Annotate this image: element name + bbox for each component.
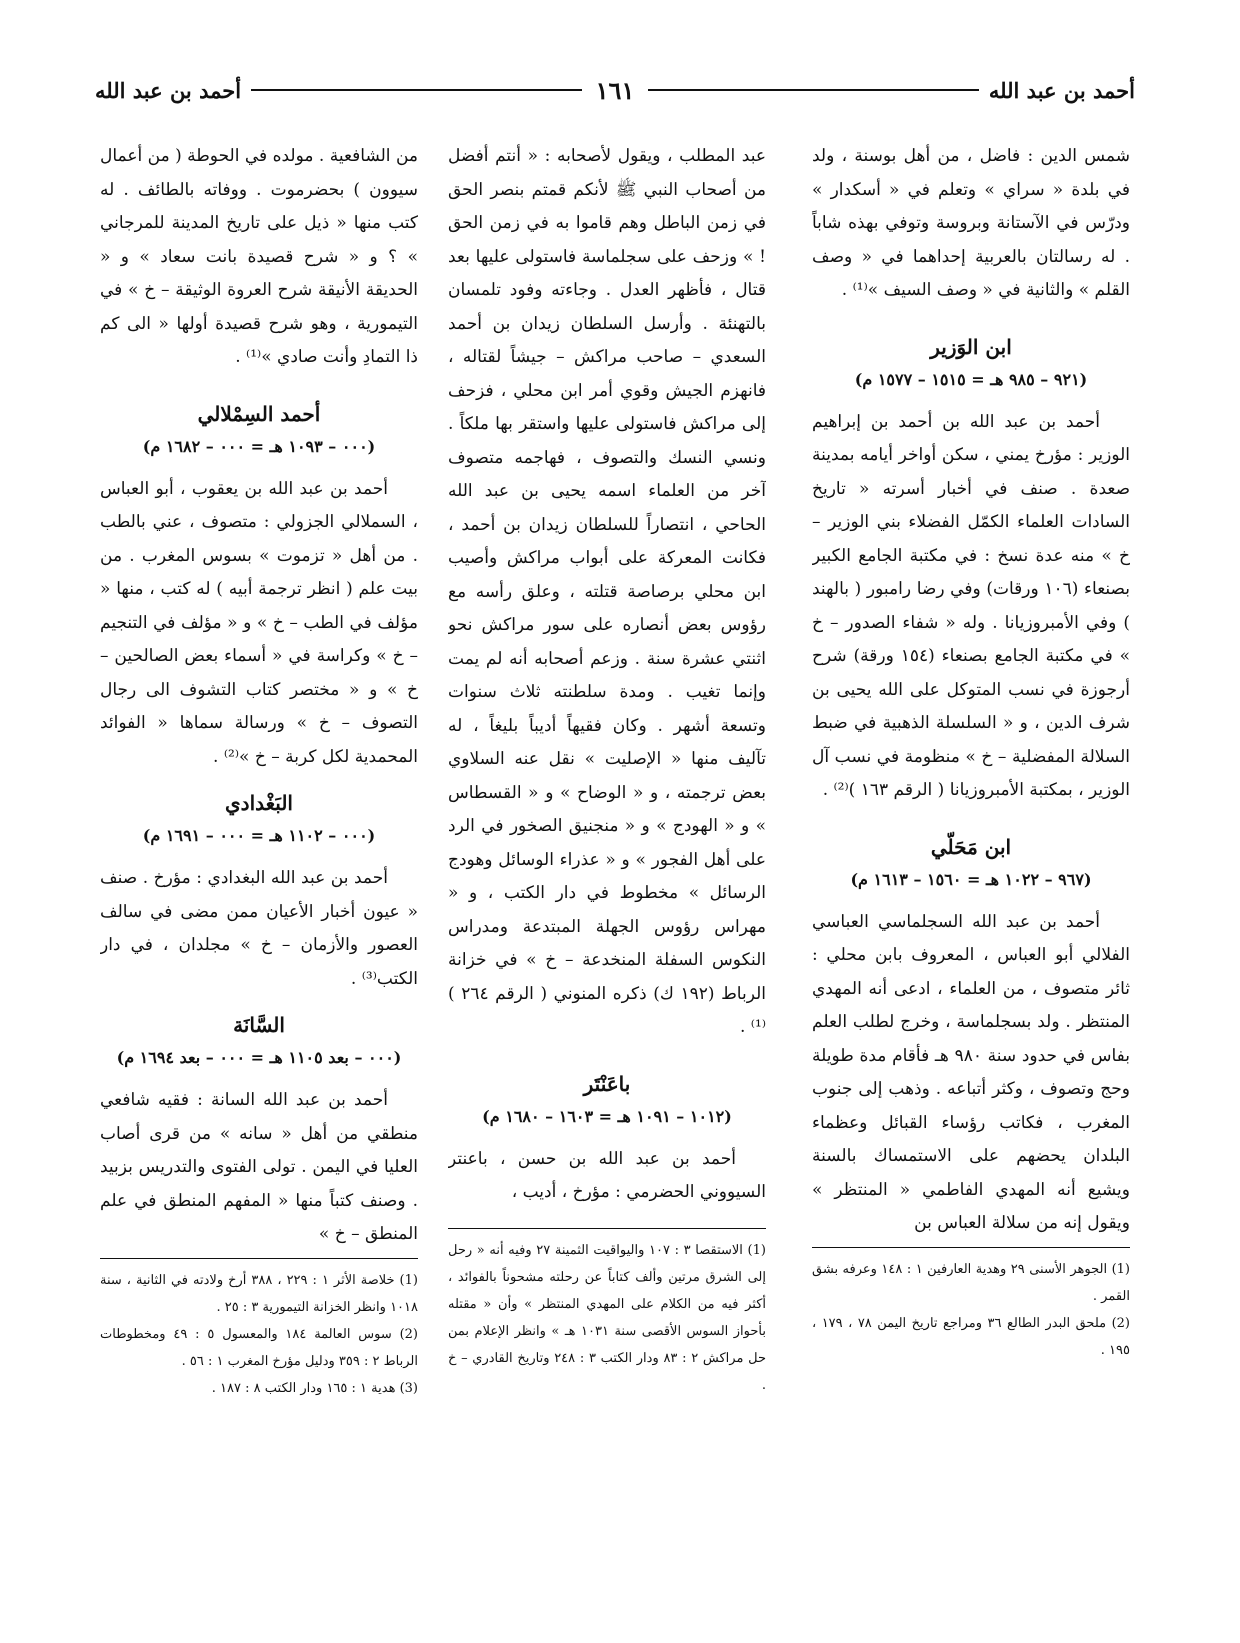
entry-title: السَّانَة (233, 1013, 285, 1037)
footnote: (1) الاستقصا ٣ : ١٠٧ واليواقيت الثمينة ٢٧ وفيه أنه « رحل إلى الشرق مرتين وألف كتاباً عن رحلته مشحوناً بالفوائد ، أكثر فيه من الكلام على المهدي المنتظر » وأن « مقتله بأحواز السوس الأقصى سنة ١٠٣١ هـ » وانظر الإعلام بمن حل مراكش ٢ : ٨٣ ودار الكتب ٣ : ٢٤٨ وتاريخ القادري – خ . (448, 1242, 766, 1393)
entry-text: أحمد بن عبد الله السجلماسي العباسي الفلالي أبو العباس ، المعروف بابن محلي : ثائر متصوف ، من العلماء ، ادعى أنه المهدي المنتظر . ولد بسجلماسة ، وخرج لطلب العلم بفاس في حدود سنة ٩٨٠ هـ فأقام مدة طويلة وحج وتصوف ، وكثر أتباعه . وذهب إلى جنوب المغرب ، فكاتب رؤساء القبائل وعظماء البلدان يحضهم على الاستمساك بالسنة ويشيع أنه المهدي الفاطمي « المنتظر » ويقول إنه من سلالة العباس بن (812, 911, 1130, 1233)
entry-title: البَغْدادي (225, 791, 293, 815)
continued-entry-text: شمس الدين : فاضل ، من أهل بوسنة ، ولد في بلدة « سراي » وتعلم في « أسكدار » ودرّس في الآستانة وبروسة وتوفي بهذه شاباً . له رسالتان بالعربية إحداهما في « وصف القلم » والثانية في « وصف السيف »⁽¹⁾ . (812, 146, 1130, 300)
page-number: ١٦١ (595, 75, 635, 105)
column-middle (448, 140, 766, 1635)
entry-dates: (٩٢١ – ٩٨٥ هـ = ١٥١٥ – ١٥٧٧ م) (854, 369, 1088, 389)
footnote-rule (100, 1258, 418, 1259)
footnote: (3) هدية ١ : ١٦٥ ودار الكتب ٨ : ١٨٧ . (211, 1380, 418, 1396)
footnote-rule (812, 1247, 1130, 1248)
entry-title: أحمد السِمْلالي (197, 401, 321, 426)
continued-entry-text: عبد المطلب ، ويقول لأصحابه : « أنتم أفضل من أصحاب النبي ﷺ لأنكم قمتم بنصر الحق في زمن الباطل وهم قاموا به في زمن الحق ! » وزحف على سجلماسة فاستولى عليها بعد قتال ، فأظهر العدل . وجاءته وفود تلمسان بالتهنئة . وأرسل السلطان زيدان بن أحمد السعدي – صاحب مراكش – جيشاً لقتاله ، فانهزم الجيش وقوي أمر ابن محلي ، فزحف إلى مراكش فاستولى عليها واستقر بها ملكاً . ونسي النسك والتصوف ، فهاجمه متصوف آخر من العلماء اسمه يحيى بن عبد الله الحاحي ، انتصاراً للسلطان زيدان بن أحمد ، فكانت المعركة على أبواب مراكش وأصيب ابن محلي برصاصة قتلته ، وعلق رأسه مع رؤوس بعض أنصاره على سور مراكش نحو اثنتي عشرة سنة . وزعم أصحابه أنه لم يمت وإنما تغيب . ومدة سلطنته ثلاث سنوات وتسعة أشهر . وكان فقيهاً أديباً بليغاً ، له تآليف منها « الإصليت » نقل عنه السلاوي بعض ترجمته ، و « الوضاح » و « القسطاس » و « الهودج » و « منجنيق الصخور في الرد على أهل الفجور » و « عذراء الوسائل وهودج الرسائل » مخطوط في دار الكتب ، و « مهراس رؤوس الجهلة المبتدعة ومدراس النكوس السفلة المنخدعة – خ » في خزانة الرباط (١٩٢ ك) ذكره المنوني ( الرقم ٢٦٤ )⁽¹⁾ . (448, 146, 766, 1037)
column-left (100, 140, 418, 1635)
footnote-rule (448, 1228, 766, 1229)
header-rule-right (648, 89, 979, 91)
footnote: (1) خلاصة الأثر ١ : ٢٢٩ ، ٣٨٨ أرخ ولادته في الثانية ، سنة ١٠١٨ وانظر الخزانة التيمورية ٣ : ٢٥ . (100, 1272, 418, 1315)
header-rule-left (251, 89, 582, 91)
entry-title: ابن الوَزير (930, 334, 1012, 359)
entry-text: أحمد بن عبد الله بن أحمد بن إبراهيم الوزير : مؤرخ يمني ، سكن أواخر أيامه بمدينة صعدة . صنف في أخبار أسرته « تاريخ السادات العلماء الكمّل الفضلاء بني الوزير – خ » منه عدة نسخ : في مكتبة الجامع الكبير بصنعاء (١٠٦ ورقات) وفي رضا رامبور ( بالهند ) وفي الأمبروزيانا . وله « شفاء الصدور – خ » في مكتبة الجامع بصنعاء (١٥٤ ورقة) شرح أرجوزة في نسب المتوكل على الله يحيى بن شرف الدين ، و « السلسلة الذهبية في ضبط السلالة المفضلية – خ » منظومة في نسب آل الوزير ، بمكتبة الأمبروزيانا ( الرقم ١٦٣ )⁽²⁾ . (812, 411, 1130, 800)
running-header (95, 70, 1135, 110)
footnote: (1) الجوهر الأسنى ٢٩ وهدية العارفين ١ : ١٤٨ وعرفه بشق القمر . (812, 1261, 1130, 1304)
entry-text: أحمد بن عبد الله السانة : فقيه شافعي منطقي من أهل « سانه » من قرى أصاب العليا في اليمن . تولى الفتوى والتدريس بزبيد . وصنف كتباً منها « المفهم المنطق في علم المنطق – خ » (100, 1090, 418, 1244)
entry-text: أحمد بن عبد الله بن حسن ، باعنتر السيووني الحضرمي : مؤرخ ، أديب ، (448, 1148, 766, 1202)
entry-title: ابن مَحَلّي (930, 834, 1012, 859)
column-right (812, 140, 1130, 1635)
footnote: (2) ملحق البدر الطالع ٣٦ ومراجع تاريخ اليمن ٧٨ ، ١٧٩ ، ١٩٥ . (812, 1315, 1130, 1358)
entry-dates: (٠٠٠ – ١٠٩٣ هـ = ٠٠٠ – ١٦٨٢ م) (142, 436, 376, 456)
header-left-name: أحمد بن عبد الله (94, 77, 242, 103)
entry-text: أحمد بن عبد الله البغدادي : مؤرخ . صنف « عيون أخبار الأعيان ممن مضى في سالف العصور والأزمان – خ » مجلدان ، في دار الكتب⁽³⁾ . (100, 868, 418, 989)
entry-title: باعَنْتَر (583, 1071, 631, 1096)
header-right-name: أحمد بن عبد الله (988, 77, 1135, 103)
entry-dates: (٠٠٠ – ١١٠٢ هـ = ٠٠٠ – ١٦٩١ م) (142, 826, 376, 845)
entry-dates: (٩٦٧ – ١٠٢٢ هـ = ١٥٦٠ – ١٦١٣ م) (850, 869, 1092, 889)
footnote: (2) سوس العالمة ١٨٤ والمعسول ٥ : ٤٩ ومخطوطات الرباط ٢ : ٣٥٩ ودليل مؤرخ المغرب ١ : ٥٦ . (100, 1326, 418, 1369)
entry-text: أحمد بن عبد الله بن يعقوب ، أبو العباس ، السملالي الجزولي : متصوف ، عني بالطب . من أهل « تزموت » بسوس المغرب . من بيت علم ( انظر ترجمة أبيه ) له كتب ، منها « مؤلف في الطب – خ » و « مؤلف في التنجيم – خ » وكراسة في « أسماء بعض الصالحين – خ » و « مختصر كتاب التشوف الى رجال التصوف – خ » ورسالة سماها « الفوائد المحمدية لكل كربة – خ »⁽²⁾ . (100, 478, 418, 767)
continued-entry-text: من الشافعية . مولده في الحوطة ( من أعمال سيوون ) بحضرموت . ووفاته بالطائف . له كتب منها « ذيل على تاريخ المدينة للمرجاني » ؟ و « شرح قصيدة بانت سعاد » و « الحديقة الأنيقة شرح العروة الوثيقة – خ » في التيمورية ، وهو شرح قصيدة أولها « الى كم ذا التمادِ وأنت صادي »⁽¹⁾ . (100, 146, 418, 367)
entry-dates: (١٠١٢ – ١٠٩١ هـ = ١٦٠٣ – ١٦٨٠ م) (482, 1106, 732, 1126)
entry-dates: (٠٠٠ – بعد ١١٠٥ هـ = ٠٠٠ – بعد ١٦٩٤ م) (116, 1048, 402, 1067)
